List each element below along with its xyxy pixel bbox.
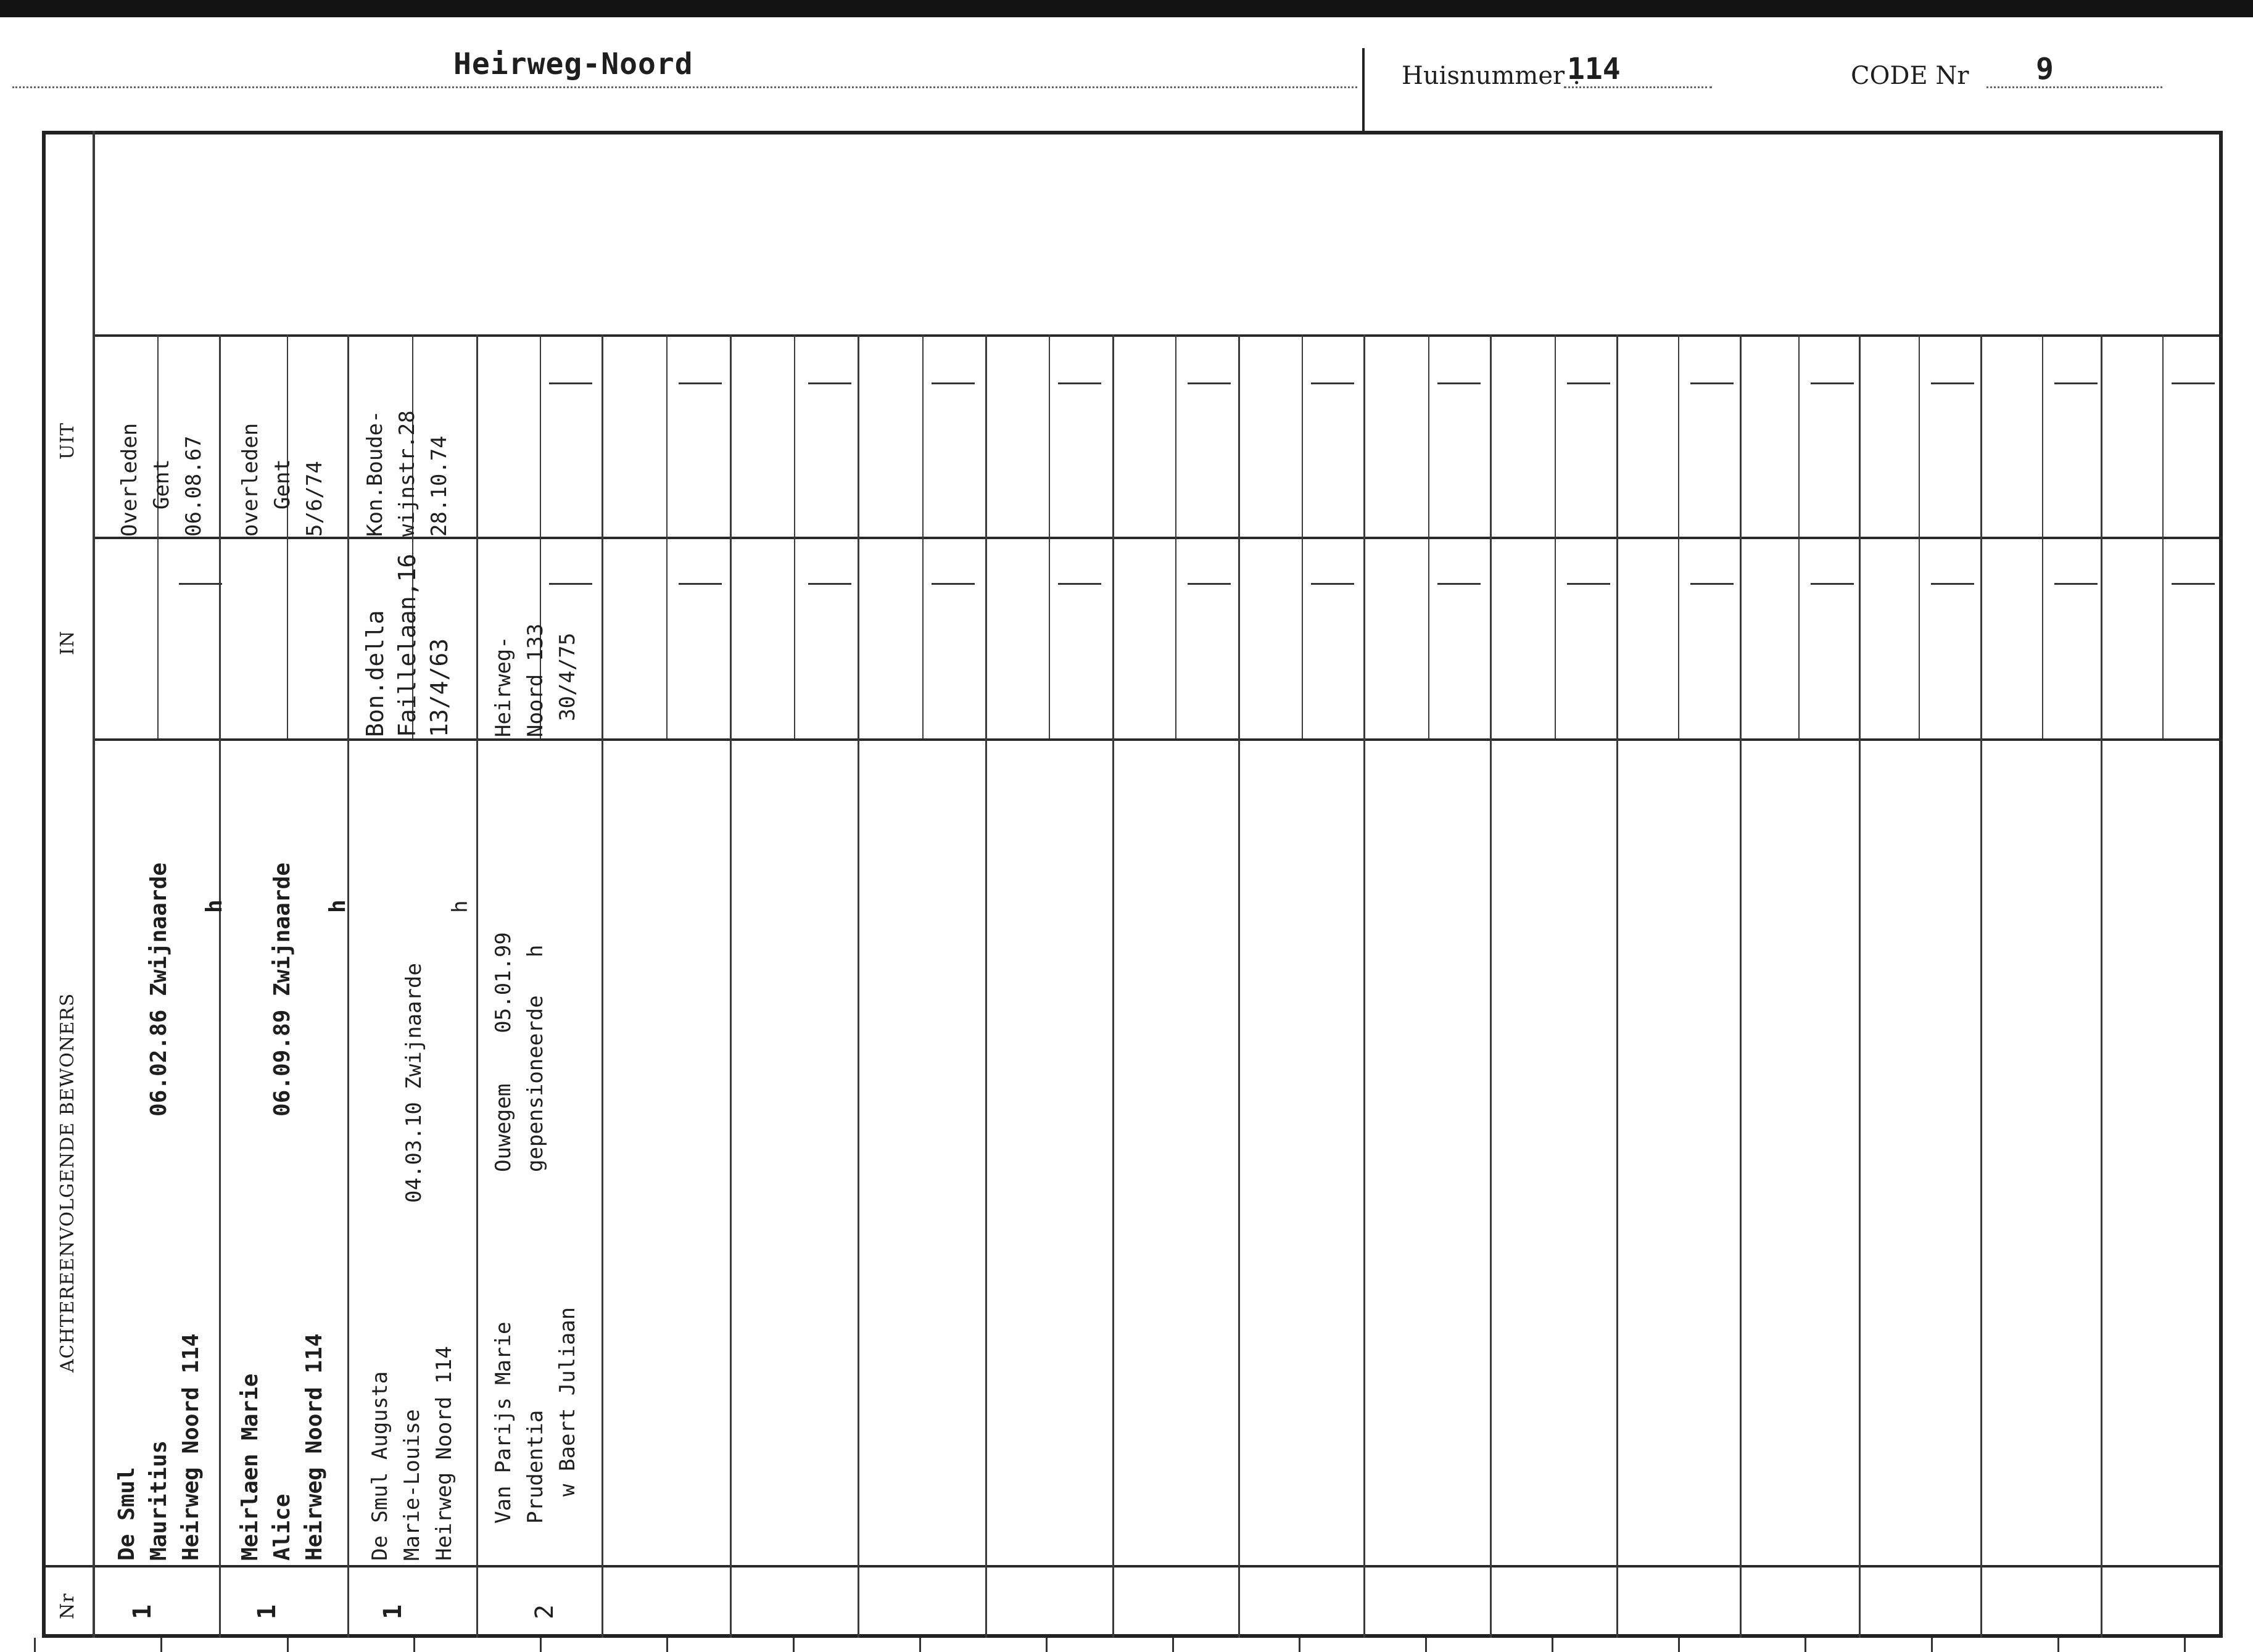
- nr-top-line: [46, 1565, 2223, 1567]
- huisnummer-value: 114: [1567, 52, 1621, 86]
- bewoner-line: Prudentia: [523, 1410, 548, 1524]
- ruler-tick: [919, 1638, 921, 1652]
- bewoner-line: De Smul: [114, 1467, 139, 1561]
- street-dotted-line: [12, 86, 1357, 88]
- column-line: [1363, 334, 1365, 1638]
- uit-line: Overleden: [117, 423, 142, 537]
- ruler-tick: [160, 1638, 162, 1652]
- label-column-line: [93, 131, 95, 1638]
- empty-cell-dash: [1811, 583, 1854, 585]
- ruler-tick: [287, 1638, 289, 1652]
- empty-cell-dash: [808, 382, 851, 384]
- ruler-tick: [1046, 1638, 1048, 1652]
- birth-line: 06.09.89 Zwijnaarde: [270, 862, 295, 1117]
- uit-line: 06.08.67: [181, 436, 206, 537]
- sub-column-line: [922, 334, 924, 738]
- in-line: 13/4/63: [426, 638, 453, 737]
- empty-cell-dash: [1311, 583, 1354, 585]
- uit-line: Gent: [149, 459, 174, 510]
- ruler-tick: [1678, 1638, 1680, 1652]
- column-line: [1238, 334, 1240, 1638]
- ruler-tick: [1425, 1638, 1427, 1652]
- ruler-tick: [2057, 1638, 2059, 1652]
- bewoner-line: w Baert Juliaan: [555, 1307, 580, 1497]
- sub-column-line: [1555, 334, 1556, 738]
- sub-column-line: [1678, 334, 1679, 738]
- section-label-uit: UIT: [57, 422, 78, 460]
- uit-line: 5/6/74: [302, 461, 327, 537]
- occupation-entry: [487, 932, 552, 1172]
- empty-cell-dash: [1811, 382, 1854, 384]
- empty-cell-dash: [679, 382, 722, 384]
- empty-cell-dash: [932, 583, 975, 585]
- bewoner-line: Heirweg Noord 114: [432, 1346, 457, 1561]
- in-line: Faillelaan,16: [394, 553, 421, 737]
- ruler-tick: [1299, 1638, 1300, 1652]
- ruler-tick: [540, 1638, 542, 1652]
- sub-column-line: [1919, 334, 1920, 738]
- status-mark: h: [325, 899, 350, 913]
- column-line: [1616, 334, 1618, 1638]
- bewoner-line: Van Parijs Marie: [491, 1321, 516, 1524]
- empty-cell-dash: [1437, 382, 1481, 384]
- empty-cell-dash: [1931, 583, 1974, 585]
- column-line: [347, 334, 349, 1638]
- bewoner-line: Marie-Louise: [400, 1409, 424, 1561]
- column-line: [730, 334, 732, 1638]
- uit-line: 28.10.74: [427, 436, 452, 537]
- sub-column-line: [2042, 334, 2043, 738]
- empty-cell-dash: [179, 583, 222, 585]
- column-line: [1112, 334, 1114, 1638]
- occupation-line: gepensioneerde h: [523, 944, 548, 1172]
- uit-line: overleden: [238, 423, 263, 537]
- code-dotted-line: [1986, 86, 2162, 88]
- empty-cell-dash: [1311, 382, 1354, 384]
- bottom-ruler: [34, 1638, 2223, 1652]
- bewoner-line: Meirlaen Marie: [238, 1373, 263, 1561]
- nr-value: 1: [379, 1604, 407, 1619]
- column-line: [2101, 334, 2102, 1638]
- sub-column-line: [1798, 334, 1800, 738]
- column-line: [219, 334, 221, 1638]
- code-label: CODE Nr: [1851, 62, 1969, 90]
- in-line: Noord 133: [523, 623, 548, 737]
- bewoner-line: Heirweg Noord 114: [178, 1333, 204, 1561]
- empty-cell-dash: [2054, 583, 2098, 585]
- ruler-tick: [1172, 1638, 1174, 1652]
- uit-line: wijnstr.28: [395, 410, 420, 537]
- header-separator: [1362, 48, 1365, 131]
- in-entry: [359, 554, 455, 737]
- bewoner-line: Alice: [270, 1493, 295, 1561]
- status-mark: h: [448, 900, 473, 913]
- empty-cell-dash: [1437, 583, 1481, 585]
- birth-entry: [267, 862, 299, 1117]
- section-label-bewoners: ACHTEREENVOLGENDE BEWONERS: [57, 993, 78, 1373]
- empty-cell-dash: [808, 583, 851, 585]
- huisnummer-dotted-line: [1564, 86, 1712, 88]
- nr-value: 2: [531, 1604, 559, 1619]
- empty-cell-dash: [1690, 382, 1734, 384]
- empty-cell-dash: [932, 382, 975, 384]
- uit-line: Gent: [270, 459, 295, 510]
- bewoner-line: Heirweg Noord 114: [302, 1333, 327, 1561]
- column-line: [858, 334, 859, 1638]
- empty-cell-dash: [1058, 583, 1101, 585]
- sub-column-line: [1049, 334, 1050, 738]
- ruler-tick: [1931, 1638, 1933, 1652]
- scan-top-edge: [0, 0, 2253, 17]
- empty-cell-dash: [2172, 382, 2215, 384]
- ruler-tick: [666, 1638, 668, 1652]
- street-name: Heirweg-Noord: [453, 47, 693, 81]
- ruler-tick: [413, 1638, 415, 1652]
- empty-cell-dash: [1931, 382, 1974, 384]
- empty-cell-dash: [1188, 382, 1231, 384]
- in-line: Heirweg-: [491, 636, 516, 737]
- status-mark: h: [202, 899, 227, 913]
- birth-entry: [143, 862, 175, 1117]
- sub-column-line: [794, 334, 795, 738]
- empty-cell-dash: [1567, 382, 1610, 384]
- huisnummer-label: Huisnummer :: [1402, 62, 1581, 90]
- bewoner-entry: [487, 1307, 584, 1524]
- uit-entry: [359, 410, 455, 537]
- birth-entry: [398, 963, 430, 1203]
- empty-cell-dash: [1567, 583, 1610, 585]
- section-label-in: IN: [57, 630, 78, 655]
- column-line: [1859, 334, 1861, 1638]
- empty-cell-dash: [1690, 583, 1734, 585]
- ruler-tick: [2184, 1638, 2186, 1652]
- section-label-nr: Nr: [57, 1593, 78, 1619]
- in-line: Bon.della: [362, 610, 389, 737]
- empty-cell-dash: [1058, 382, 1101, 384]
- sub-column-line: [1175, 334, 1176, 738]
- uit-entry: [114, 423, 210, 537]
- column-line: [476, 334, 478, 1638]
- code-value: 9: [2036, 52, 2054, 86]
- bewoner-line: Mauritius: [146, 1440, 172, 1561]
- ruler-tick: [793, 1638, 795, 1652]
- bewoner-entry: [234, 1334, 331, 1561]
- ruler-tick: [34, 1638, 36, 1652]
- sub-column-line: [1428, 334, 1429, 738]
- column-line: [601, 334, 603, 1638]
- bewoners-top-line: [94, 738, 2223, 741]
- ruler-tick: [1804, 1638, 1806, 1652]
- bewoner-entry: [364, 1346, 460, 1561]
- sub-column-line: [666, 334, 668, 738]
- column-line: [985, 334, 987, 1638]
- bewoner-line: De Smul Augusta: [368, 1371, 392, 1561]
- empty-cell-dash: [2054, 382, 2098, 384]
- birth-line: 06.02.86 Zwijnaarde: [146, 862, 172, 1117]
- empty-cell-dash: [549, 583, 592, 585]
- birth-line: 04.03.10 Zwijnaarde: [402, 963, 426, 1203]
- nr-value: 1: [253, 1604, 281, 1619]
- occupation-line: Ouwegem 05.01.99: [491, 932, 516, 1172]
- uit-line: Kon.Boude-: [363, 410, 387, 537]
- empty-cell-dash: [679, 583, 722, 585]
- bewoner-entry: [111, 1334, 207, 1561]
- column-line: [1740, 334, 1742, 1638]
- nr-value: 1: [128, 1604, 157, 1619]
- sub-column-line: [2162, 334, 2164, 738]
- empty-cell-dash: [1188, 583, 1231, 585]
- in-entry: [487, 624, 584, 737]
- column-line: [1490, 334, 1492, 1638]
- ruler-tick: [1552, 1638, 1553, 1652]
- column-line: [1980, 334, 1982, 1638]
- empty-cell-dash: [2172, 583, 2215, 585]
- in-line: 30/4/75: [555, 632, 580, 721]
- sub-column-line: [1302, 334, 1303, 738]
- uit-entry: [234, 423, 331, 537]
- empty-cell-dash: [549, 382, 592, 384]
